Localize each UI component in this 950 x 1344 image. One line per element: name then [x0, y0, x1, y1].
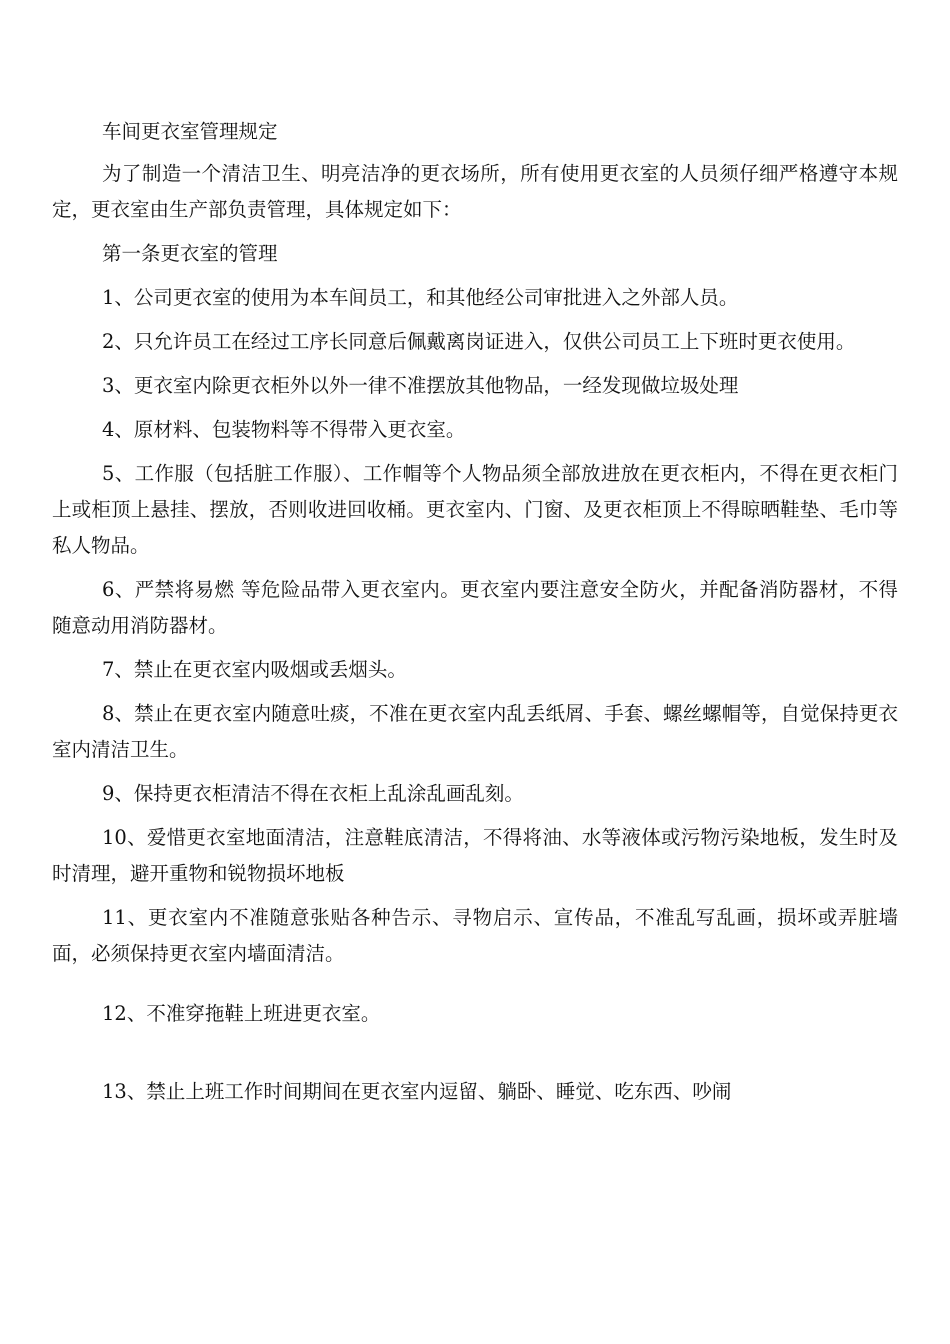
rule-5: 5、工作服（包括脏工作服）、工作帽等个人物品须全部放进放在更衣柜内，不得在更衣柜门上或柜顶上悬挂、摆放，否则收进回收桶。更衣室内、门窗、及更衣柜顶上不得晾晒鞋垫、毛巾等私人物品。 — [52, 462, 898, 557]
rule-1: 1、公司更衣室的使用为本车间员工，和其他经公司审批进入之外部人员。 — [102, 286, 739, 309]
rule-2: 2、只允许员工在经过工序长同意后佩戴离岗证进入，仅供公司员工上下班时更衣使用。 — [102, 330, 856, 353]
rule-11: 11、更衣室内不准随意张贴各种告示、寻物启示、宣传品，不准乱写乱画，损坏或弄脏墙面，必须保持更衣室内墙面清洁。 — [52, 906, 898, 965]
intro-paragraph: 为了制造一个清洁卫生、明亮洁净的更衣场所，所有使用更衣室的人员须仔细严格遵守本规定，更衣室由生产部负责管理，具体规定如下： — [52, 162, 898, 221]
document-title: 车间更衣室管理规定 — [102, 120, 278, 143]
rule-10: 10、爱惜更衣室地面清洁，注意鞋底清洁，不得将油、水等液体或污物污染地板，发生时及时清理，避开重物和锐物损坏地板 — [52, 826, 898, 885]
rule-9: 9、保持更衣柜清洁不得在衣柜上乱涂乱画乱刻。 — [102, 782, 524, 805]
rule-12: 12、不准穿拖鞋上班进更衣室。 — [102, 1002, 381, 1025]
rule-6: 6、严禁将易燃 等危险品带入更衣室内。更衣室内要注意安全防火，并配备消防器材，不得随意动用消防器材。 — [52, 578, 898, 637]
document-body — [52, 114, 898, 1118]
rule-4: 4、原材料、包装物料等不得带入更衣室。 — [102, 418, 466, 441]
rule-13: 13、禁止上班工作时间期间在更衣室内逗留、躺卧、睡觉、吃东西、吵闹 — [102, 1080, 732, 1103]
section-heading: 第一条更衣室的管理 — [102, 242, 278, 265]
rule-7: 7、禁止在更衣室内吸烟或丢烟头。 — [102, 658, 407, 681]
rule-3: 3、更衣室内除更衣柜外以外一律不准摆放其他物品，一经发现做垃圾处理 — [102, 374, 739, 397]
rule-8: 8、禁止在更衣室内随意吐痰，不准在更衣室内乱丢纸屑、手套、螺丝螺帽等，自觉保持更衣室内清洁卫生。 — [52, 702, 898, 761]
